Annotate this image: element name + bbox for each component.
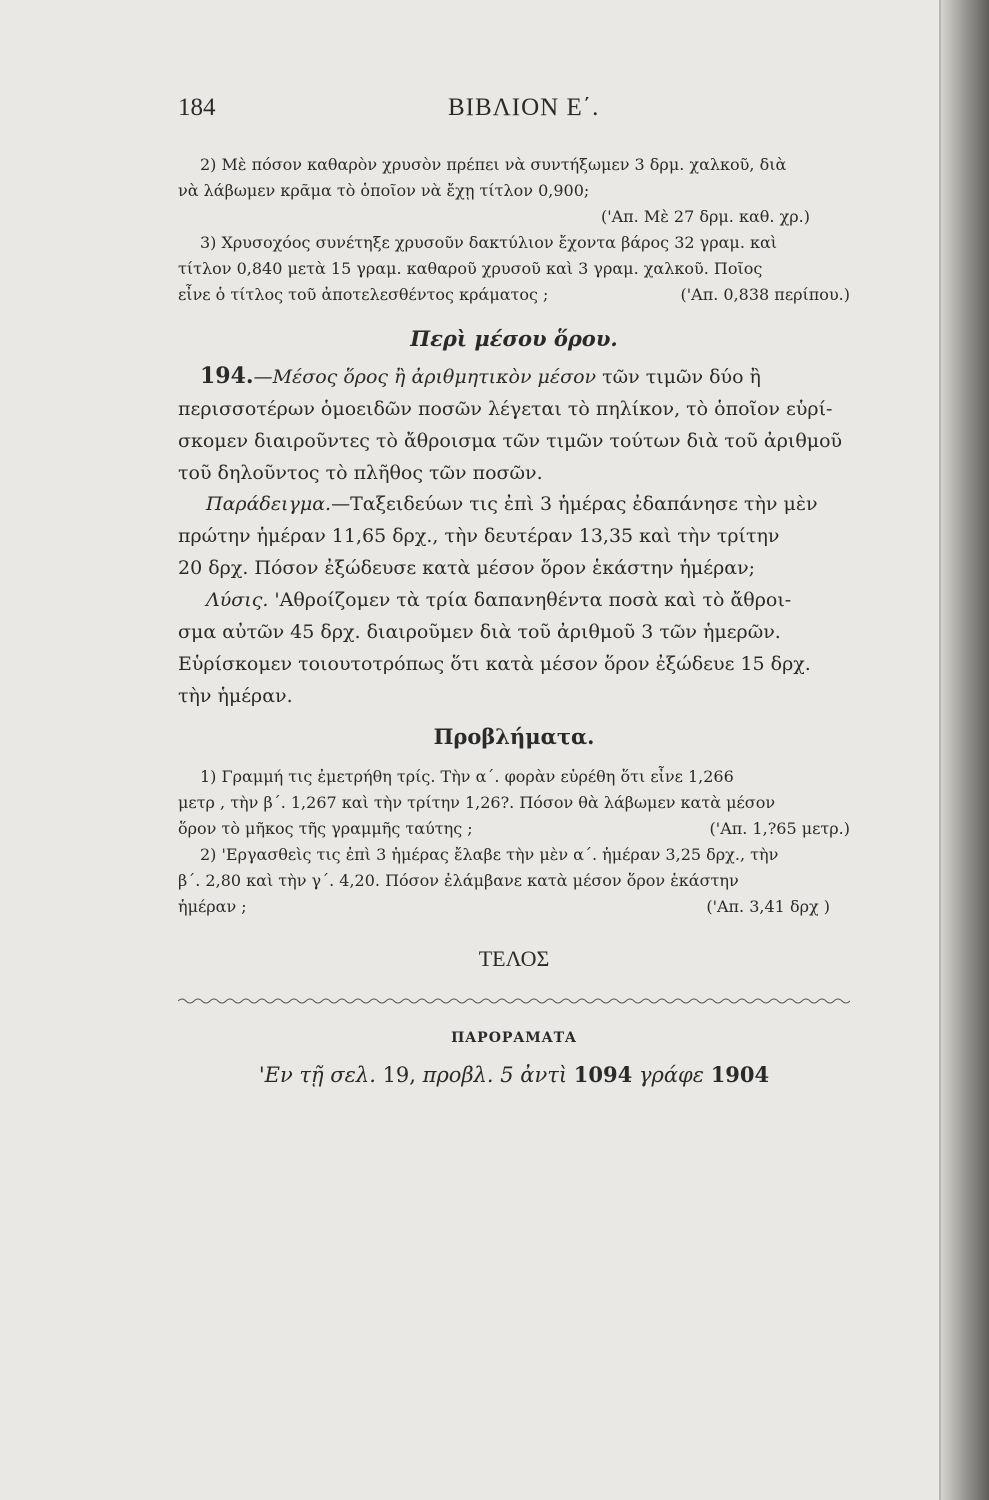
solution-text: 'Αθροίζομεν τὰ τρία δαπανηθέντα ποσὰ καὶ τὸ ἄθροι-: [274, 589, 792, 611]
problem-1: [178, 764, 850, 842]
end-mark: ΤΕΛΟΣ: [478, 946, 550, 971]
problem-answer: ('Απ. Μὲ 27 δρμ. καθ. χρ.): [600, 207, 810, 226]
errata-instead: ἀντὶ: [520, 1063, 568, 1087]
example-text: Ταξειδεύων τις ἐπὶ 3 ἡμέρας ἐδαπάνησε τὴν μὲν: [350, 493, 818, 515]
book-spine-edge: [941, 0, 989, 1500]
solution-line: τὴν ἡμέραν.: [178, 685, 293, 707]
section-194: [178, 360, 850, 489]
problem-3: [178, 230, 850, 308]
errata-right: 1904: [710, 1062, 770, 1087]
problem-last-line: [178, 282, 850, 308]
problem-line: 2) Μὲ πόσον καθαρὸν χρυσὸν πρέπει νὰ συντήξωμεν 3 δρμ. χαλκοῦ, διὰ: [200, 155, 787, 174]
errata-wrong: 1094: [573, 1062, 633, 1087]
errata-title: ΠΑΡΟΡΑΜΑΤΑ: [451, 1030, 577, 1046]
page-number: 184: [178, 94, 216, 121]
problem-text: ἡμέραν ;: [178, 897, 247, 916]
em-dash: —: [331, 493, 351, 515]
wavy-divider: [178, 996, 850, 1006]
problems-heading: Προβλήματα.: [433, 724, 595, 749]
problem-answer: ('Απ. 1,?65 μετρ.): [709, 819, 850, 838]
section-line: τοῦ δηλοῦντος τὸ πλῆθος τῶν ποσῶν.: [178, 462, 543, 484]
problem-line: 2) 'Εργασθεὶς τις ἐπὶ 3 ἡμέρας ἔλαβε τὴν μὲν α΄. ἡμέραν 3,25 δρχ., τὴν: [200, 845, 779, 864]
problem-line: 3) Χρυσοχόος συνέτηξε χρυσοῦν δακτύλιον ἔχοντα βάρος 32 γραμ. καὶ: [200, 233, 778, 252]
errata-write: γράφε: [638, 1063, 704, 1087]
problem-line: 1) Γραμμή τις ἐμετρήθη τρίς. Τὴν α΄. φορὰν εὑρέθη ὅτι εἶνε 1,266: [200, 767, 734, 786]
running-title: ΒΙΒΛΙΟΝ Ε΄.: [448, 94, 600, 121]
problem-line: νὰ λάβωμεν κρᾶμα τὸ ὁποῖον νὰ ἔχῃ τίτλον 0,900;: [178, 181, 590, 200]
page-header: [178, 90, 850, 130]
errata-page: 19,: [382, 1063, 416, 1087]
section-line: περισσοτέρων ὁμοειδῶν ποσῶν λέγεται τὸ πηλίκον, τὸ ὁποῖον εὑρί-: [178, 398, 833, 420]
problem-last-line: [178, 816, 850, 842]
solution: [178, 584, 850, 712]
section-line: σκομεν διαιροῦντες τὸ ἄθροισμα τῶν τιμῶν τούτων διὰ τοῦ ἀριθμοῦ: [178, 430, 843, 452]
problem-text: εἶνε ὁ τίτλος τοῦ ἀποτελεσθέντος κράματος ;: [178, 285, 549, 304]
definition-term: Μέσος ὅρος ἢ ἀριθμητικὸν μέσον: [272, 366, 597, 388]
problem-line: β΄. 2,80 καὶ τὴν γ΄. 4,20. Πόσον ἐλάμβανε κατὰ μέσον ὅρον ἑκάστην: [178, 871, 739, 890]
example: [178, 488, 850, 584]
problem-line: τίτλον 0,840 μετὰ 15 γραμ. καθαροῦ χρυσοῦ καὶ 3 γραμ. χαλκοῦ. Ποῖος: [178, 259, 763, 278]
problem-answer: ('Απ. 3,41 δρχ ): [706, 897, 830, 916]
problem-text: ὅρον τὸ μῆκος τῆς γραμμῆς ταύτης ;: [178, 819, 473, 838]
solution-first-line: [178, 584, 850, 616]
section-text: τῶν τιμῶν δύο ἢ: [596, 366, 761, 388]
errata-prefix: 'Εν τῇ σελ.: [258, 1063, 376, 1087]
problem-last-line: [178, 894, 850, 920]
example-first-line: [178, 488, 850, 520]
problem-2: [178, 152, 850, 230]
solution-label: Λύσις.: [206, 589, 269, 611]
problem-answer: ('Απ. 0,838 περίπου.): [680, 285, 850, 304]
solution-line: Εὑρίσκομεν τοιουτοτρόπως ὅτι κατὰ μέσον ὅρον ἐξώδευε 15 δρχ.: [178, 653, 811, 675]
section-number: 194.: [200, 363, 254, 389]
section-heading: Περὶ μέσου ὅρου.: [410, 326, 618, 351]
section-first-line: [178, 360, 850, 393]
problem-line: μετρ , τὴν β΄. 1,267 καὶ τὴν τρίτην 1,26?. Πόσον θὰ λάβωμεν κατὰ μέσον: [178, 793, 776, 812]
example-line: 20 δρχ. Πόσον ἐξώδευσε κατὰ μέσον ὅρον ἑκάστην ἡμέραν;: [178, 557, 756, 579]
problem-2-bottom: [178, 842, 850, 920]
example-label: Παράδειγμα.: [206, 493, 332, 515]
errata-problem: προβλ. 5: [422, 1063, 514, 1087]
errata-line: [178, 1062, 850, 1087]
em-dash: —: [253, 366, 273, 388]
example-line: πρώτην ἡμέραν 11,65 δρχ., τὴν δευτέραν 13,35 καὶ τὴν τρίτην: [178, 525, 780, 547]
solution-line: σμα αὐτῶν 45 δρχ. διαιροῦμεν διὰ τοῦ ἀριθμοῦ 3 τῶν ἡμερῶν.: [178, 621, 781, 643]
